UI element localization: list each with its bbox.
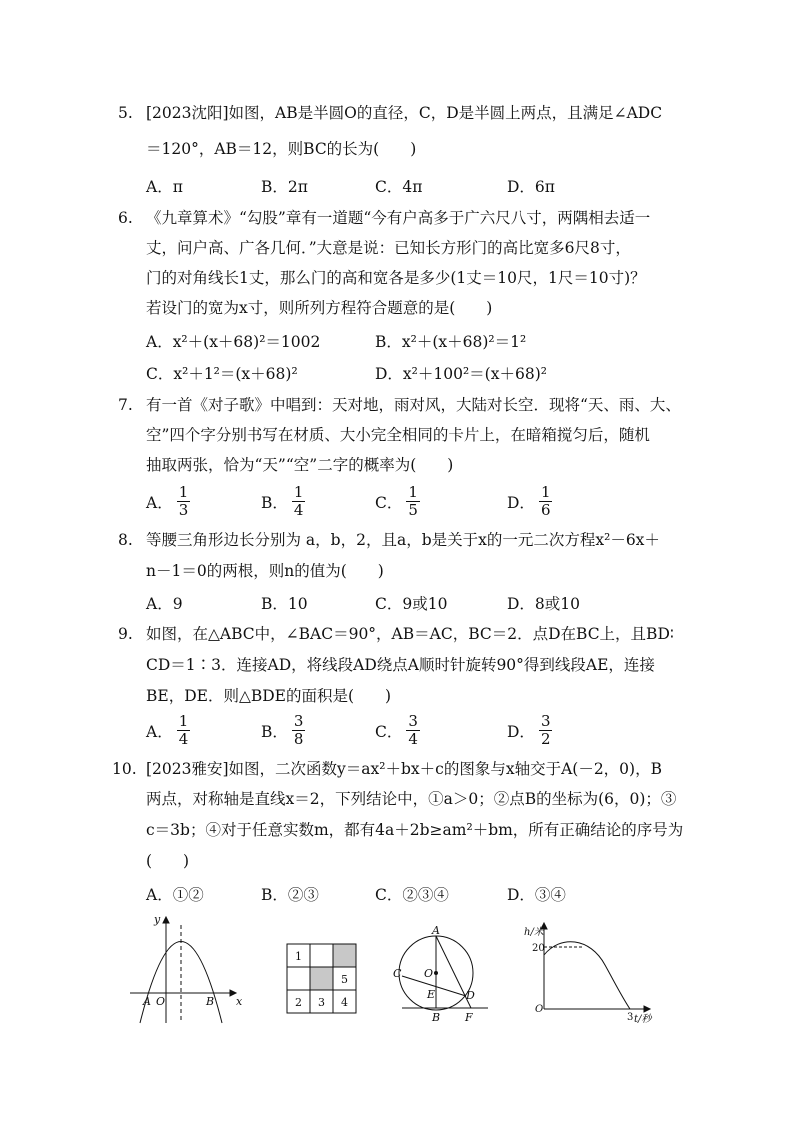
option-d: D．8或10 [507, 595, 581, 613]
cell-4: 4 [341, 996, 348, 1009]
shaded-cell [333, 944, 356, 967]
question-text: ＝120°，AB＝12，则BC的长为( ) [146, 140, 417, 158]
question-text: 等腰三角形边长分别为 a，b，2，且a，b是关于x的一元二次方程x²－6x＋ [146, 531, 660, 549]
numerator: 1 [178, 712, 189, 730]
fraction [406, 713, 420, 748]
numerator: 1 [293, 483, 304, 501]
shaded-cell [310, 967, 333, 990]
denominator: 4 [408, 730, 418, 748]
height-graph-figure [524, 923, 653, 1025]
question-number: 8. [118, 531, 133, 549]
option-a [146, 484, 190, 519]
fraction [177, 713, 191, 748]
cell-1: 1 [295, 950, 302, 963]
label-b: B [206, 995, 215, 1008]
option-a: A．x²＋(x＋68)²＝1002 [146, 333, 321, 351]
cell-5: 5 [341, 973, 348, 986]
option-c [375, 484, 420, 519]
denominator: 6 [540, 501, 551, 519]
option-a: A．9 [146, 595, 183, 613]
t-axis-label: t/秒 [634, 1014, 652, 1025]
denominator: 4 [178, 730, 189, 748]
label-e: E [427, 988, 436, 1001]
option-c: C．9或10 [375, 595, 448, 613]
fraction [292, 713, 306, 748]
option-c: C．②③④ [375, 886, 449, 904]
label-d: D [466, 989, 475, 1002]
option-label: D． [507, 493, 535, 512]
option-label: B． [261, 722, 288, 741]
parabola-figure [130, 913, 243, 1023]
question-number: 9. [118, 625, 133, 643]
option-b: B．②③ [261, 886, 319, 904]
option-label: D． [507, 722, 535, 741]
question-text: 如图，在△ABC中，∠BAC＝90°，AB＝AC，BC＝2．点D在BC上，且BD∶ [146, 625, 674, 643]
question-text: 两点，对称轴是直线x＝2，下列结论中，①a＞0；②点B的坐标为(6，0)；③ [146, 790, 677, 808]
label-b: B [432, 1011, 441, 1024]
denominator: 5 [408, 501, 418, 519]
question-number: 7. [118, 396, 133, 414]
option-d: D．③④ [507, 886, 566, 904]
denominator: 4 [293, 501, 304, 519]
label-o: O [156, 995, 166, 1008]
cell-3: 3 [318, 996, 325, 1009]
cell-2: 2 [295, 996, 302, 1009]
label-c: C [393, 967, 402, 980]
question-text: 抽取两张，恰为“天”“空”二字的概率为( ) [146, 456, 454, 474]
height-curve [544, 942, 630, 1009]
fraction [539, 484, 553, 519]
option-d [507, 484, 552, 519]
y-axis-arrow-icon [163, 917, 169, 923]
numerator: 3 [408, 712, 418, 730]
fraction [406, 484, 420, 519]
fraction [539, 713, 553, 748]
denominator: 2 [540, 730, 551, 748]
question-text: [2023雅安]如图，二次函数y＝ax²＋bx＋c的图象与x轴交于A(－2，0)，B [146, 760, 662, 778]
option-b [261, 484, 305, 519]
t-axis-arrow-icon [644, 1006, 650, 1012]
option-b: B．2π [261, 178, 308, 196]
option-d: D．x²＋100²＝(x＋68)² [375, 365, 547, 383]
question-number: 10. [112, 760, 137, 778]
numerator: 1 [540, 483, 551, 501]
numerator: 3 [293, 712, 304, 730]
numerator: 3 [540, 712, 551, 730]
question-text: 门的对角线长1丈，那么门的高和宽各是多少(1丈＝10尺，1尺＝10寸)？ [146, 269, 646, 287]
option-d: D．6π [507, 178, 555, 196]
option-b: B．x²＋(x＋68)²＝1² [375, 333, 527, 351]
denominator: 3 [178, 501, 189, 519]
numerator: 1 [178, 483, 189, 501]
question-text: ( ) [146, 852, 190, 870]
label-x: x [236, 995, 243, 1008]
question-text: CD＝1∶3．连接AD，将线段AD绕点A顺时针旋转90°得到线段AE，连接 [146, 656, 655, 674]
question-text: 若设门的宽为x寸，则所列方程符合题意的是( ) [146, 299, 493, 317]
question-number: 5. [118, 104, 133, 122]
fraction [177, 484, 191, 519]
numerator: 1 [408, 483, 418, 501]
figures-row [0, 905, 794, 1030]
option-b [261, 713, 305, 748]
option-b: B．10 [261, 595, 308, 613]
label-a: A [143, 995, 151, 1008]
fraction [292, 484, 306, 519]
question-text: 空”四个字分别书写在材质、大小完全相同的卡片上，在暗箱搅匀后，随机 [146, 426, 650, 444]
question-text: c＝3b；④对于任意实数m，都有4a＋2b≥am²＋bm，所有正确结论的序号为 [146, 821, 684, 839]
label-o: O [424, 967, 434, 980]
option-label: C． [375, 493, 403, 512]
question-text: n－1＝0的两根，则n的值为( ) [146, 562, 384, 580]
question-text: BE，DE．则△BDE的面积是( ) [146, 687, 392, 705]
option-c: C．x²＋1²＝(x＋68)² [146, 365, 298, 383]
label-o: O [535, 1004, 544, 1015]
option-d [507, 713, 552, 748]
tick-3: 3 [627, 1012, 634, 1023]
label-a: A [432, 924, 440, 937]
question-text: 有一首《对子歌》中唱到：天对地，雨对风，大陆对长空．现将“天、雨、大、 [146, 396, 681, 414]
question-text: 《九章算术》“勾股”章有一道题“今有户高多于广六尺八寸，两隅相去适一 [146, 209, 651, 227]
option-label: A． [146, 493, 173, 512]
question-text: 丈，问户高、广各几何．”大意是说：已知长方形门的高比宽多6尺8寸， [146, 239, 631, 257]
h-axis-label: h/米 [524, 927, 544, 938]
denominator: 8 [293, 730, 304, 748]
option-label: B． [261, 493, 288, 512]
label-f: F [465, 1011, 473, 1024]
option-label: A． [146, 722, 173, 741]
question-text: [2023沈阳]如图，AB是半圆O的直径，C，D是半圆上两点，且满足∠ADC [146, 104, 663, 122]
option-a: A．π [146, 178, 183, 196]
tick-20: 20 [532, 943, 545, 954]
option-label: C． [375, 722, 403, 741]
circle-figure [393, 924, 488, 1024]
option-a [146, 713, 190, 748]
question-number: 6. [118, 209, 133, 227]
center-point [435, 972, 438, 975]
label-y: y [154, 913, 161, 926]
option-c: C．4π [375, 178, 423, 196]
grid-figure [287, 944, 356, 1013]
option-a: A．①② [146, 886, 204, 904]
option-c [375, 713, 420, 748]
